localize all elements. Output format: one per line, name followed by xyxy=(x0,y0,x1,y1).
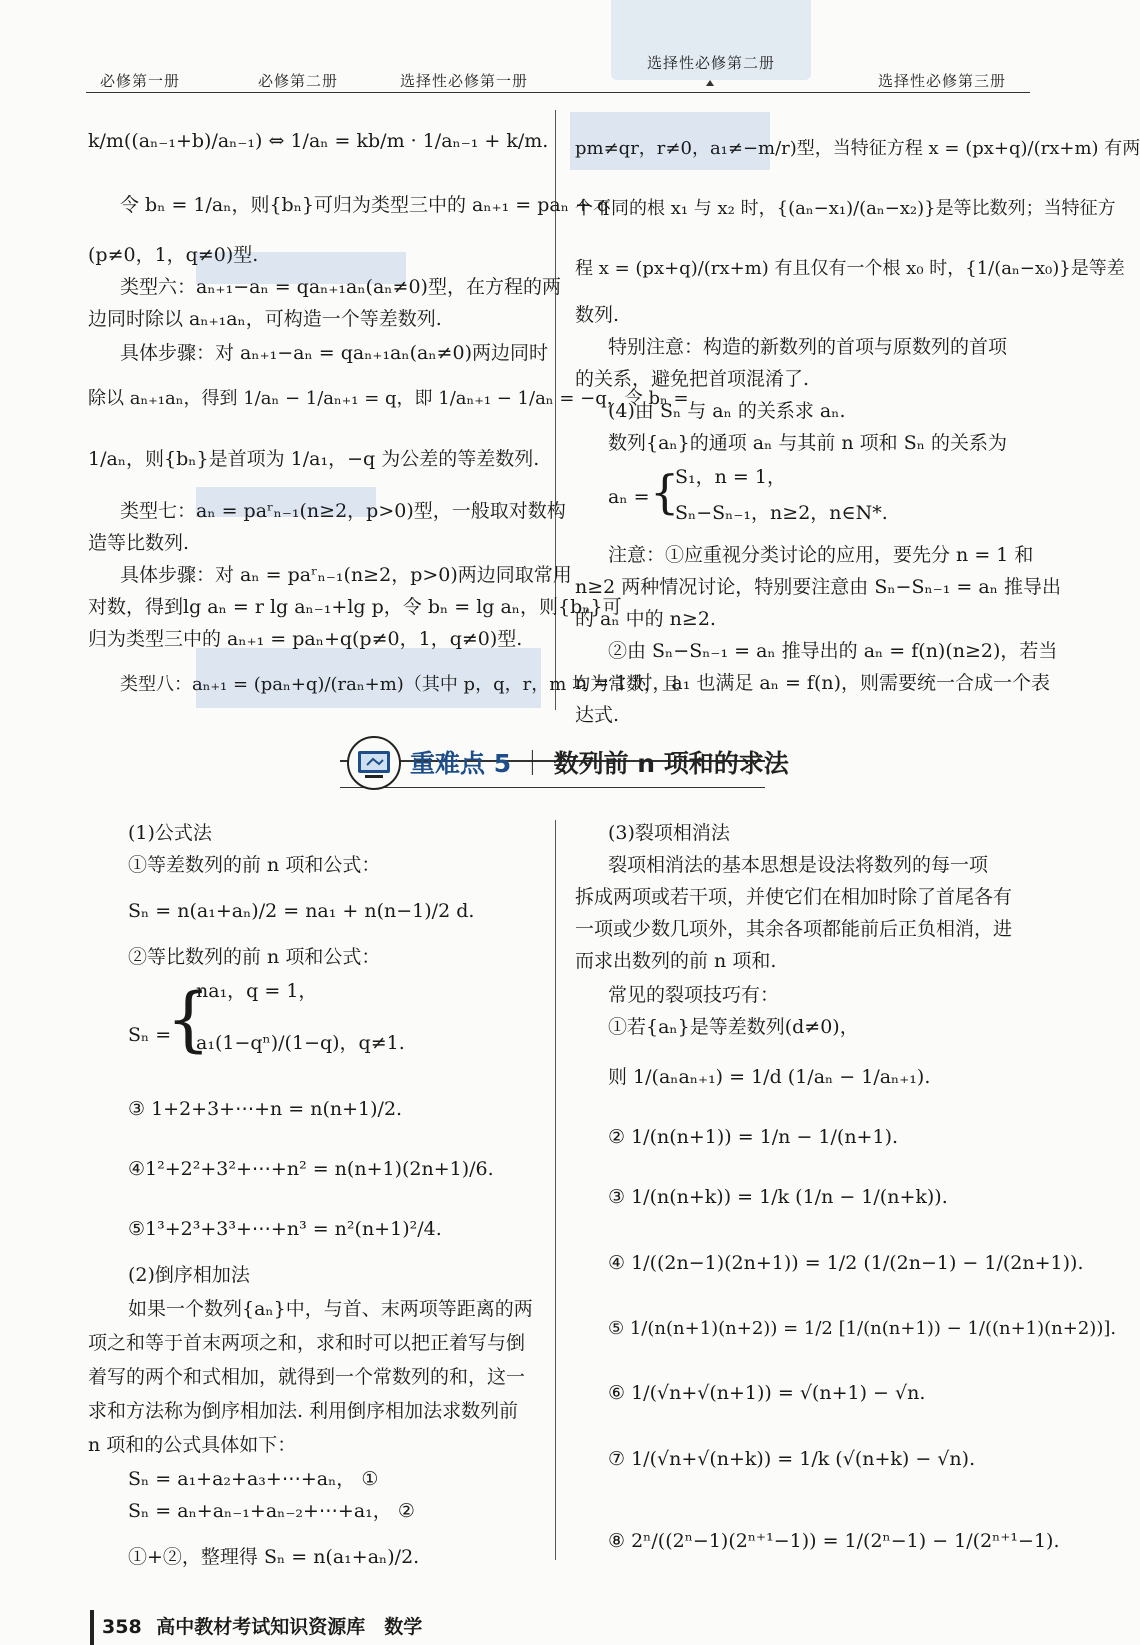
subheading: (3)裂项相消法 xyxy=(608,822,730,844)
text-line-type7: 类型七：aₙ = paʳₙ₋₁(n≥2，p>0)型，一般取对数构 xyxy=(120,500,566,522)
formula-line: ①+②，整理得 Sₙ = n(a₁+aₙ)/2. xyxy=(128,1546,420,1568)
text-line: 的关系，避免把首项混淆了. xyxy=(575,368,810,390)
formula-line: ④1²+2²+3²+⋯+n² = n(n+1)(2n+1)/6. xyxy=(128,1158,494,1180)
text-line: 对数，得到lg aₙ = r lg aₙ₋₁+lg p，令 bₙ = lg aₙ，则{bₙ}可 xyxy=(88,596,622,618)
formula-line: ⑧ 2ⁿ/((2ⁿ−1)(2ⁿ⁺¹−1)) = 1/(2ⁿ−1) − 1/(2ⁿ⁺¹−1). xyxy=(608,1530,1060,1552)
text-line: (p≠0，1，q≠0)型. xyxy=(88,244,259,266)
brace-icon: { xyxy=(166,978,211,1060)
formula-line: Sₙ = n(a₁+aₙ)/2 = na₁ + n(n−1)/2 d. xyxy=(128,900,475,922)
text-line: 而求出数列的前 n 项和. xyxy=(575,950,777,972)
text-line: 求和方法称为倒序相加法. 利用倒序相加法求数列前 xyxy=(88,1400,519,1422)
section-title: 重难点 5 ｜ 数列前 n 项和的求法 xyxy=(410,749,789,778)
formula-line: 除以 aₙ₊₁aₙ，得到 1/aₙ − 1/aₙ₊₁ = q，即 1/aₙ₊₁ − 1/aₙ = −q，令 bₙ = xyxy=(88,388,689,409)
tab-book-5[interactable]: 选择性必修第三册 xyxy=(878,72,1007,90)
text-line: 达式. xyxy=(575,704,620,726)
column-divider-bottom xyxy=(555,820,556,1560)
tab-book-3[interactable]: 选择性必修第一册 xyxy=(400,72,529,90)
text-line: 注意：①应重视分类讨论的应用，要先分 n = 1 和 xyxy=(608,544,1034,566)
book-title: 高中教材考试知识资源库 数学 xyxy=(156,1616,423,1638)
text-line: ①等差数列的前 n 项和公式： xyxy=(128,854,381,876)
formula-case: S₁，n = 1， xyxy=(675,466,786,488)
text-line: 特别注意：构造的新数列的首项与原数列的首项 xyxy=(608,336,1008,358)
formula-line: ⑦ 1/(√n+√(n+k)) = 1/k (√(n+k) − √n). xyxy=(608,1448,976,1470)
formula-line: ④ 1/((2n−1)(2n+1)) = 1/2 (1/(2n−1) − 1/(2n+1)). xyxy=(608,1252,1084,1274)
text-line-type6: 类型六：aₙ₊₁−aₙ = qaₙ₊₁aₙ(aₙ≠0)型，在方程的两 xyxy=(120,276,561,298)
formula-line: Sₙ = aₙ+aₙ₋₁+aₙ₋₂+⋯+a₁， ② xyxy=(128,1500,415,1522)
active-tab-marker-icon xyxy=(706,80,714,86)
header-rule xyxy=(86,92,1030,93)
text-line: ②等比数列的前 n 项和公式： xyxy=(128,946,381,968)
text-line: 边同时除以 aₙ₊₁aₙ，可构造一个等差数列. xyxy=(88,308,442,330)
footer-bar xyxy=(90,1610,94,1645)
text-line: 项之和等于首末两项之和，求和时可以把正着写与倒 xyxy=(88,1332,526,1354)
text-line: n = 1 时，a₁ 也满足 aₙ = f(n)，则需要统一合成一个表 xyxy=(575,672,1051,694)
subheading: (2)倒序相加法 xyxy=(128,1264,250,1286)
text-line: n 项和的公式具体如下： xyxy=(88,1434,297,1456)
formula-line: k/m((aₙ₋₁+b)/aₙ₋₁) ⇔ 1/aₙ = kb/m · 1/aₙ₋₁ + k/m. xyxy=(88,130,549,152)
formula-line: 程 x = (px+q)/(rx+m) 有且仅有一个根 x₀ 时，{1/(aₙ−x₀)}是等差 xyxy=(575,258,1125,279)
text-line: n≥2 两种情况讨论，特别要注意由 Sₙ−Sₙ₋₁ = aₙ 推导出 xyxy=(575,576,1061,598)
text-line: 造等比数列. xyxy=(88,532,190,554)
formula-case: Sₙ−Sₙ₋₁，n≥2，n∈N*. xyxy=(675,502,888,524)
formula-line: 1/aₙ，则{bₙ}是首项为 1/a₁，−q 为公差的等差数列. xyxy=(88,448,540,470)
text-line: 归为类型三中的 aₙ₊₁ = paₙ+q(p≠0，1，q≠0)型. xyxy=(88,628,523,650)
text-line: 一项或少数几项外，其余各项都能前后正负相消，进 xyxy=(575,918,1013,940)
formula-line: ⑤1³+2³+3³+⋯+n³ = n²(n+1)²/4. xyxy=(128,1218,442,1240)
text-line: 着写的两个和式相加，就得到一个常数列的和，这一 xyxy=(88,1366,526,1388)
text-line: 拆成两项或若干项，并使它们在相加时除了首尾各有 xyxy=(575,886,1013,908)
formula-line: Sₙ = a₁+a₂+a₃+⋯+aₙ， ① xyxy=(128,1468,379,1490)
formula-line: ⑤ 1/(n(n+1)(n+2)) = 1/2 [1/(n(n+1)) − 1/((n+1)(n+2))]. xyxy=(608,1318,1117,1339)
tab-book-1[interactable]: 必修第一册 xyxy=(100,72,181,90)
text-line: 令 bₙ = 1/aₙ，则{bₙ}可归为类型三中的 aₙ₊₁ = paₙ + q xyxy=(120,194,610,216)
text-line: 的 aₙ 中的 n≥2. xyxy=(575,608,716,630)
section-title-prefix: 重难点 5 xyxy=(410,749,512,778)
text-line: ②由 Sₙ−Sₙ₋₁ = aₙ 推导出的 aₙ = f(n)(n≥2)，若当 xyxy=(608,640,1058,662)
text-line: 具体步骤：对 aₙ₊₁−aₙ = qaₙ₊₁aₙ(aₙ≠0)两边同时 xyxy=(120,342,548,364)
text-line: 数列{aₙ}的通项 aₙ 与其前 n 项和 Sₙ 的关系为 xyxy=(608,432,1007,454)
formula-line: ③ 1+2+3+⋯+n = n(n+1)/2. xyxy=(128,1098,403,1120)
tab-book-2[interactable]: 必修第二册 xyxy=(258,72,339,90)
text-line: 数列. xyxy=(575,304,620,326)
brace-icon: { xyxy=(650,465,680,519)
footer xyxy=(102,1612,422,1639)
section-title-rule-bottom xyxy=(340,787,765,788)
text-line: 具体步骤：对 aₙ = paʳₙ₋₁(n≥2，p>0)两边同取常用 xyxy=(120,564,572,586)
section-title-text: 数列前 n 项和的求法 xyxy=(553,749,789,778)
text-line: 常见的裂项技巧有： xyxy=(608,984,780,1006)
text-line: ①若{aₙ}是等差数列(d≠0)， xyxy=(608,1016,859,1038)
formula-lhs: Sₙ = xyxy=(128,1024,172,1046)
formula-line: 则 1/(aₙaₙ₊₁) = 1/d (1/aₙ − 1/aₙ₊₁). xyxy=(608,1066,931,1088)
formula-lhs: aₙ = xyxy=(608,486,650,508)
formula-line: ② 1/(n(n+1)) = 1/n − 1/(n+1). xyxy=(608,1126,899,1148)
formula-line: ⑥ 1/(√n+√(n+1)) = √(n+1) − √n. xyxy=(608,1382,926,1404)
formula-line: 个不同的根 x₁ 与 x₂ 时，{(aₙ−x₁)/(aₙ−x₂)}是等比数列；当特征方 xyxy=(575,198,1116,219)
subheading: (1)公式法 xyxy=(128,822,212,844)
formula-line: pm≠qr，r≠0，a₁≠−m/r)型，当特征方程 x = (px+q)/(rx+m) 有两 xyxy=(575,138,1140,159)
page-number: 358 xyxy=(102,1616,142,1638)
text-line-type8: 类型八：aₙ₊₁ = (paₙ+q)/(raₙ+m)（其中 p，q，r，m 均为常数，且 xyxy=(120,674,680,695)
formula-case: a₁(1−qⁿ)/(1−q)，q≠1. xyxy=(196,1032,405,1054)
text-line: 如果一个数列{aₙ}中，与首、末两项等距离的两 xyxy=(128,1298,533,1320)
formula-line: ③ 1/(n(n+k)) = 1/k (1/n − 1/(n+k)). xyxy=(608,1186,948,1208)
tab-book-4-active[interactable]: 选择性必修第二册 xyxy=(646,54,775,72)
key-point-icon xyxy=(345,735,403,791)
text-line: (4)由 Sₙ 与 aₙ 的关系求 aₙ. xyxy=(608,400,846,422)
text-line: 裂项相消法的基本思想是设法将数列的每一项 xyxy=(608,854,989,876)
formula-case: na₁，q = 1， xyxy=(196,980,318,1002)
